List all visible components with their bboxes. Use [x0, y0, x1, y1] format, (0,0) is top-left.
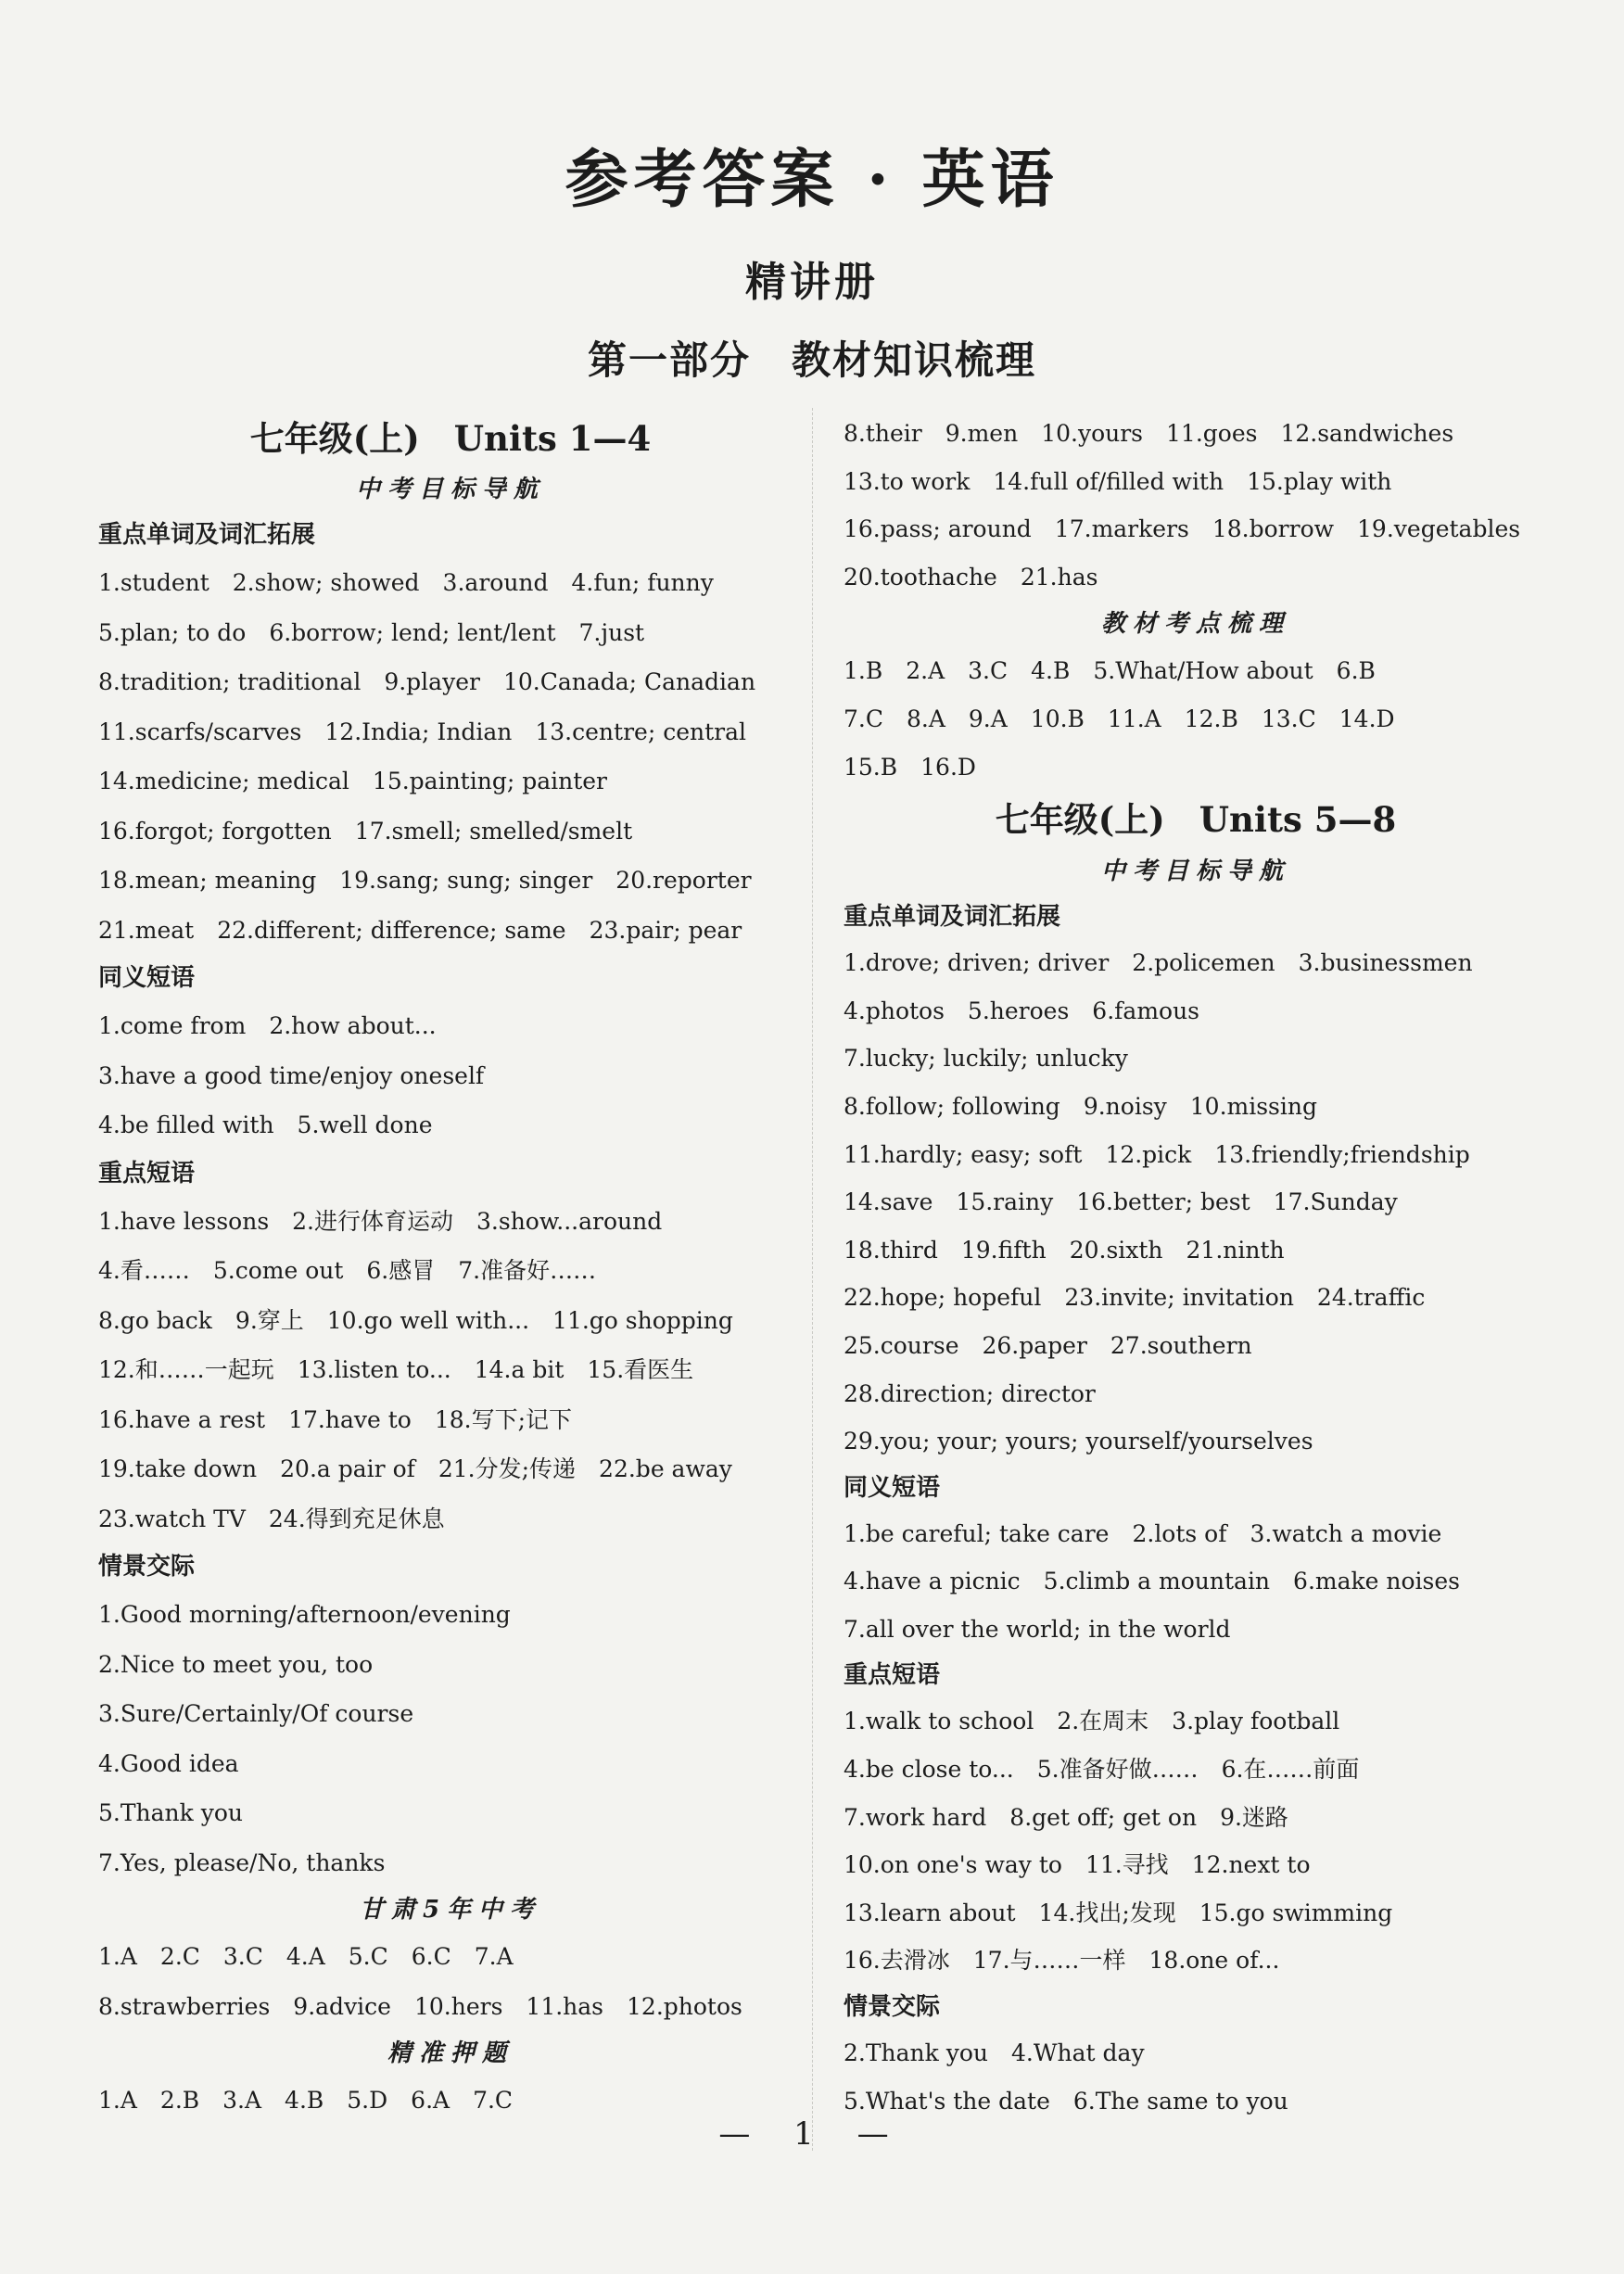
answer-line: 16.pass; around 17.markers 18.borrow 19.vegetables	[844, 515, 1521, 543]
part-heading: 第一部分 教材知识梳理	[587, 337, 1036, 383]
answer-line: 7.Yes, please/No, thanks	[98, 1848, 386, 1876]
answer-line: 10.on one's way to 11.寻找 12.next to	[844, 1851, 1311, 1879]
answer-line: 7.work hard 8.get off; get on 9.迷路	[844, 1803, 1288, 1831]
section-heading: 重点单词及词汇拓展	[98, 521, 316, 549]
answer-line: 4.看…… 5.come out 6.感冒 7.准备好……	[98, 1257, 597, 1284]
answer-line: 1.walk to school 2.在周末 3.play football	[844, 1708, 1340, 1735]
answer-line: 11.hardly; easy; soft 12.pick 13.friendly;friendship	[844, 1140, 1470, 1168]
answer-line: 4.be close to... 5.准备好做…… 6.在……前面	[844, 1756, 1360, 1784]
section-heading: 情景交际	[98, 1553, 196, 1581]
answer-line: 20.toothache 21.has	[844, 563, 1098, 591]
answer-line: 8.their 9.men 10.yours 11.goes 12.sandwiches	[844, 420, 1454, 447]
section-subhead: 精准押题	[387, 2039, 514, 2067]
page-title: 参考答案 · 英语	[565, 143, 1059, 217]
answer-line: 7.C 8.A 9.A 10.B 11.A 12.B 13.C 14.D	[844, 705, 1395, 732]
answer-line: 15.B 16.D	[844, 753, 976, 781]
answer-line: 1.A 2.B 3.A 4.B 5.D 6.A 7.C	[98, 2087, 514, 2114]
answer-line: 2.Nice to meet you, too	[98, 1650, 374, 1678]
answer-line: 8.tradition; traditional 9.player 10.Canada; Canadian	[98, 668, 756, 695]
answer-line: 19.take down 20.a pair of 21.分发;传递 22.be away	[98, 1455, 732, 1482]
answer-line: 11.scarfs/scarves 12.India; Indian 13.centre; central	[98, 718, 746, 745]
answer-line: 14.save 15.rainy 16.better; best 17.Sunday	[844, 1188, 1398, 1216]
answer-line: 16.去滑冰 17.与……一样 18.one of...	[844, 1947, 1280, 1975]
section-heading: 重点短语	[844, 1661, 941, 1690]
answer-line: 3.have a good time/enjoy oneself	[98, 1061, 485, 1089]
answer-line: 4.Good idea	[98, 1749, 239, 1777]
answer-line: 8.follow; following 9.noisy 10.missing	[844, 1092, 1317, 1120]
answer-line: 16.have a rest 17.have to 18.写下;记下	[98, 1405, 573, 1433]
section-heading: 同义短语	[844, 1473, 941, 1502]
section-heading: 同义短语	[98, 964, 196, 992]
answer-line: 23.watch TV 24.得到充足休息	[98, 1505, 445, 1532]
unit-title: 七年级(上) Units 5—8	[995, 799, 1397, 841]
answer-line: 1.be careful; take care 2.lots of 3.watch a movie	[844, 1519, 1442, 1547]
column-divider	[812, 408, 814, 2151]
answer-line: 1.B 2.A 3.C 4.B 5.What/How about 6.B	[844, 657, 1376, 685]
answer-line: 1.student 2.show; showed 3.around 4.fun; funny	[98, 569, 714, 596]
answer-line: 12.和……一起玩 13.listen to... 14.a bit 15.看医生	[98, 1356, 694, 1383]
answer-line: 28.direction; director	[844, 1379, 1096, 1407]
section-subhead: 中考目标导航	[1100, 858, 1290, 886]
answer-line: 1.A 2.C 3.C 4.A 5.C 6.C 7.A	[98, 1943, 514, 1970]
section-heading: 重点单词及词汇拓展	[844, 903, 1061, 932]
answer-line: 7.all over the world; in the world	[844, 1615, 1231, 1643]
section-subhead: 教材考点梳理	[1100, 610, 1290, 639]
answer-line: 14.medicine; medical 15.painting; painter	[98, 768, 607, 794]
answer-line: 8.go back 9.穿上 10.go well with... 11.go shopping	[98, 1306, 733, 1334]
section-heading: 重点短语	[98, 1159, 196, 1188]
answer-line: 7.lucky; luckily; unlucky	[844, 1045, 1128, 1073]
answer-line: 1.have lessons 2.进行体育运动 3.show...around	[98, 1207, 663, 1235]
answer-line: 21.meat 22.different; difference; same 23.pair; pear	[98, 916, 742, 944]
page-subtitle: 精讲册	[745, 259, 879, 306]
answer-line: 5.What's the date 6.The same to you	[844, 2087, 1288, 2115]
answer-line: 1.drove; driven; driver 2.policemen 3.businessmen	[844, 949, 1473, 977]
answer-line: 4.photos 5.heroes 6.famous	[844, 997, 1200, 1024]
answer-line: 5.Thank you	[98, 1799, 244, 1826]
section-heading: 情景交际	[844, 1993, 941, 2022]
answer-line: 1.come from 2.how about...	[98, 1012, 437, 1039]
right-column	[844, 410, 1548, 2125]
answer-line: 1.Good morning/afternoon/evening	[98, 1601, 511, 1628]
answer-line: 5.plan; to do 6.borrow; lend; lent/lent 7.just	[98, 618, 645, 646]
answer-line: 29.you; your; yours; yourself/yourselves	[844, 1428, 1313, 1455]
unit-title: 七年级(上) Units 1—4	[249, 418, 652, 459]
answer-line: 4.be filled with 5.well done	[98, 1112, 433, 1138]
section-subhead: 中考目标导航	[355, 476, 545, 503]
answer-line: 22.hope; hopeful 23.invite; invitation 24.traffic	[844, 1284, 1426, 1312]
answer-line: 16.forgot; forgotten 17.smell; smelled/smelt	[98, 817, 633, 845]
answer-line: 8.strawberries 9.advice 10.hers 11.has 12.photos	[98, 1992, 742, 2020]
answer-line: 13.learn about 14.找出;发现 15.go swimming	[844, 1899, 1393, 1926]
answer-line: 4.have a picnic 5.climb a mountain 6.make noises	[844, 1568, 1460, 1595]
section-subhead: 甘肃5年中考	[359, 1896, 542, 1924]
page-number: — 1 —	[718, 2115, 906, 2153]
left-column	[98, 410, 803, 2126]
answer-line: 13.to work 14.full of/filled with 15.play with	[844, 467, 1392, 495]
answer-line: 18.mean; meaning 19.sang; sung; singer 20.reporter	[98, 867, 752, 894]
answer-line: 3.Sure/Certainly/Of course	[98, 1700, 414, 1727]
answer-line: 25.course 26.paper 27.southern	[844, 1331, 1252, 1359]
answer-line: 2.Thank you 4.What day	[844, 2039, 1145, 2067]
answer-line: 18.third 19.fifth 20.sixth 21.ninth	[844, 1236, 1285, 1264]
